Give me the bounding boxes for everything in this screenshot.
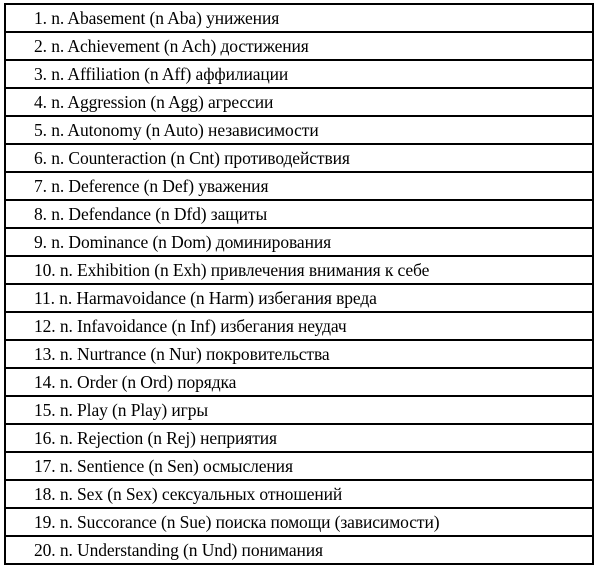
table-row: 20. n. Understanding (n Und) понимания (6, 537, 592, 565)
table-row: 2. n. Achievement (n Ach) достижения (6, 33, 592, 61)
table-row: 5. n. Autonomy (n Auto) независимости (6, 117, 592, 145)
table-row: 15. n. Play (n Play) игры (6, 397, 592, 425)
table-row: 4. n. Aggression (n Agg) агрессии (6, 89, 592, 117)
table-row: 13. n. Nurtrance (n Nur) покровительства (6, 341, 592, 369)
table-row: 3. n. Affiliation (n Aff) аффилиации (6, 61, 592, 89)
table-row: 1. n. Abasement (n Aba) унижения (6, 5, 592, 33)
table-row: 16. n. Rejection (n Rej) неприятия (6, 425, 592, 453)
table-row: 14. n. Order (n Ord) порядка (6, 369, 592, 397)
table-row: 19. n. Succorance (n Sue) поиска помощи (зависимости) (6, 509, 592, 537)
table-row: 12. n. Infavoidance (n Inf) избегания неудач (6, 313, 592, 341)
table-row: 17. n. Sentience (n Sen) осмысления (6, 453, 592, 481)
table-row: 7. n. Deference (n Def) уважения (6, 173, 592, 201)
needs-table (4, 3, 594, 565)
table-row: 9. n. Dominance (n Dom) доминирования (6, 229, 592, 257)
table-row: 10. n. Exhibition (n Exh) привлечения внимания к себе (6, 257, 592, 285)
table-row: 11. n. Harmavoidance (n Harm) избегания вреда (6, 285, 592, 313)
table-row: 6. n. Counteraction (n Cnt) противодействия (6, 145, 592, 173)
table-row: 18. n. Sex (n Sex) сексуальных отношений (6, 481, 592, 509)
table-row: 8. n. Defendance (n Dfd) защиты (6, 201, 592, 229)
